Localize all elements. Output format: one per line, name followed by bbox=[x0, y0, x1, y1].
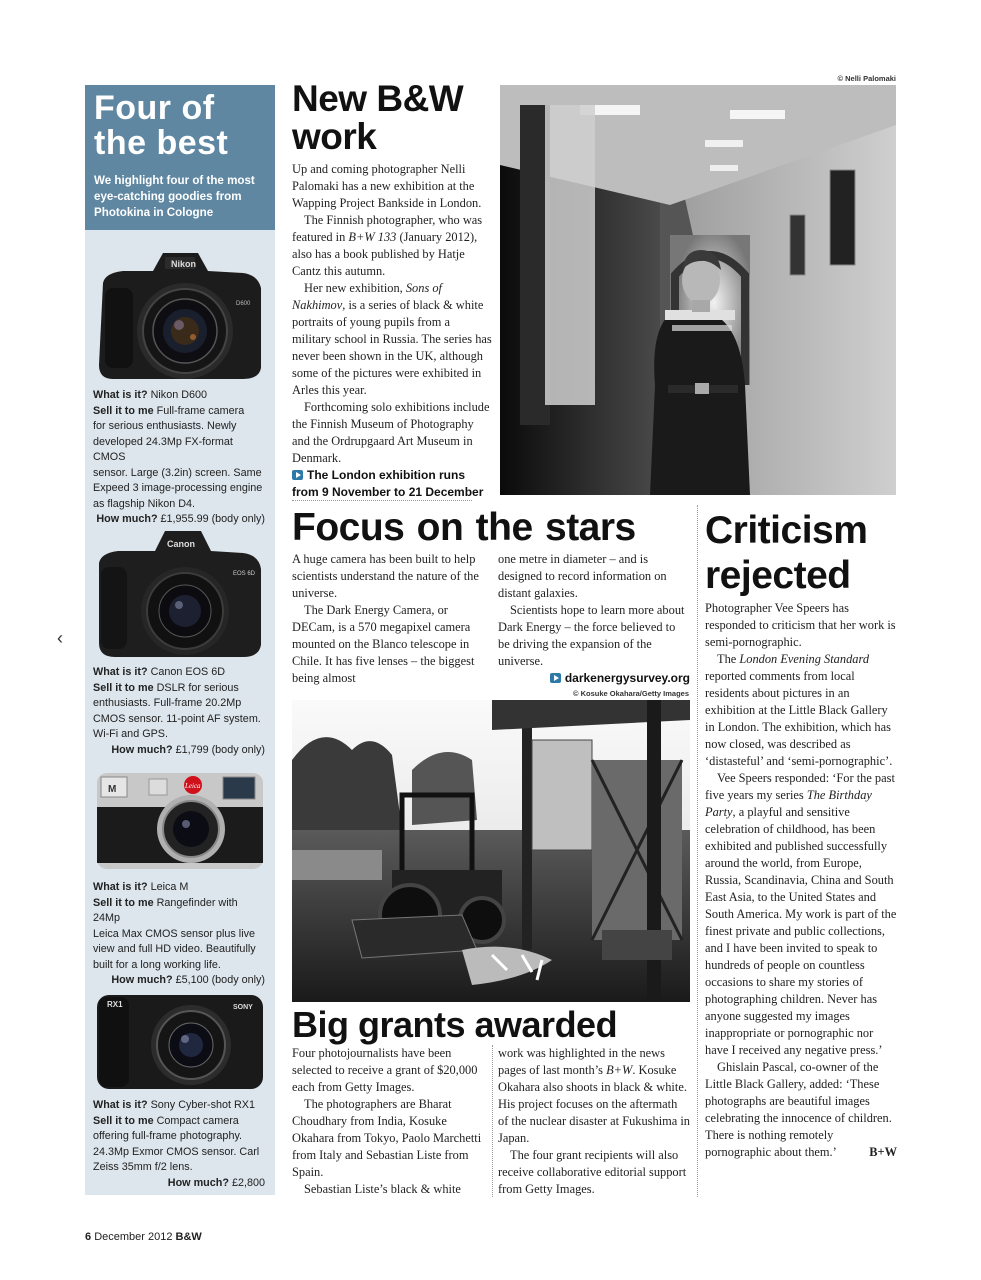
criticism-headline: Criticism rejected bbox=[705, 509, 868, 597]
nikon-model-text: D600 bbox=[236, 301, 251, 307]
exhibition-dates-link[interactable]: The London exhibition runs from 9 November to 21 December bbox=[292, 468, 484, 499]
sony-model-text: RX1 bbox=[107, 1000, 123, 1009]
nikon-brand-text: Nikon bbox=[171, 259, 197, 269]
grants-column-1: Four photojournalists have been selected to receive a grant of $20,000 each from Getty Images. The photographers are Bharat Choudhary from India, Kosuke Okahara from Tokyo, Paolo Marchetti from Italy and Sebastian Liste from Spain. Sebastian Liste’s black & white bbox=[292, 1046, 482, 1196]
grants-headline: Big grants awarded bbox=[292, 1004, 618, 1045]
leica-m-camera-icon bbox=[93, 767, 265, 875]
grants-column-2: work was highlighted in the news pages of last month’s B+W. Kosuke Okahara also shoots in black & white. His project focuses on the aftermath of the nuclear disaster at Fukushima in Japan. The four grant recipients will also receive collaborative editorial support from Getty Images. bbox=[498, 1046, 691, 1196]
stars-column-1: A huge camera has been built to help scientists understand the nature of the universe. The Dark Energy Camera, or DECam, is a 570 megapixel camera mounted on the Blanco telescope in Chile. It has five lenses – the biggest being almost bbox=[292, 552, 479, 685]
sidebar-intro: We highlight four of the most eye-catching goodies from Photokina in Cologne bbox=[94, 174, 255, 219]
column-divider bbox=[492, 1045, 493, 1197]
leica-m-item: What is it? Leica M Sell it to me Rangefinder with 24Mp Leica Max CMOS sensor plus live view and full HD video. Beautifully built for a long working life. How much? £5,100 (body only) bbox=[93, 881, 265, 986]
canon-brand-text: Canon bbox=[167, 539, 195, 549]
product-name: Nikon D600 bbox=[150, 389, 208, 401]
stars-headline: Focus on the stars bbox=[292, 506, 636, 549]
sidebar-header bbox=[85, 85, 275, 230]
sony-rx1-camera-icon bbox=[93, 987, 265, 1095]
photo-credit-middle: © Kosuke Okahara/Getty Images bbox=[573, 689, 689, 698]
issue-date: December 2012 bbox=[94, 1231, 173, 1243]
product-name: Leica M bbox=[150, 881, 189, 893]
leica-model-text: M bbox=[108, 784, 117, 795]
new-bw-work-article: New B&W work Up and coming photographer Nelli Palomaki has a new exhibition at the Wapping Project Bankside in London. The Finnish photographer, who was featured in B+W 133 (January 2012), also has a book published by Hatje Cantz this autumn. Her new exhibition, Sons of Nakhimov, is a series of black & white portraits of young pupils from a military school in Russia. The series has never been shown in the UK, although some of the pictures were exhibited in Arles this year. Forthcoming solo exhibitions include the Finnish Museum of Photography and the Ordrupgaard Art Museum in Denmark. The London exhibition runs from 9 November to 21 December bbox=[292, 78, 492, 499]
photo-credit-top: © Nelli Palomaki bbox=[837, 74, 896, 83]
article-headline: New B&W work bbox=[292, 78, 464, 157]
product-name: Canon EOS 6D bbox=[150, 666, 226, 678]
sony-rx1-item: What is it? Sony Cyber-shot RX1 Sell it to me Compact camera offering full-frame photography. 24.3Mp Exmor CMOS sensor. Carl Zeiss 35mm f/2 lens. How much? £2,800 bbox=[93, 1099, 265, 1189]
page-footer bbox=[85, 1231, 202, 1243]
canon-eos-6d-item: What is it? Canon EOS 6D Sell it to me DSLR for serious enthusiasts. Full-frame 20.2Mp CMOS sensor. 11-point AF system. Wi-Fi and GPS. How much? £1,799 (body only) bbox=[93, 666, 265, 756]
product-price: £1,799 (body only) bbox=[175, 743, 265, 756]
prev-page-arrow-icon[interactable]: ‹ bbox=[57, 628, 63, 648]
link-arrow-icon bbox=[292, 470, 303, 480]
sailor-boy-corridor-photo bbox=[500, 85, 896, 495]
page-number: 6 bbox=[85, 1231, 92, 1243]
column-divider bbox=[697, 505, 698, 1197]
magazine-brand: B&W bbox=[175, 1231, 202, 1243]
darkenergysurvey-link[interactable]: darkenergysurvey.org bbox=[498, 670, 690, 687]
nikon-d600-item: What is it? Nikon D600 Sell it to me Full-frame camera for serious enthusiasts. Newly developed 24.3Mp FX-format CMOS sensor. Large (3.2in) screen. Same Expeed 3 image-processing engine as flagship Nikon D4. How much? £1,955.99 (body only) bbox=[93, 389, 265, 525]
sony-brand-text: SONY bbox=[233, 1004, 253, 1011]
product-price: £1,955.99 (body only) bbox=[160, 513, 265, 525]
stars-column-2: one metre in diameter – and is designed to record information on distant galaxies. Scientists hope to learn more about Dark Energy – the force believed to be driving the expansion of the universe. darkenergysurvey.org bbox=[498, 552, 690, 685]
canon-model-text: EOS 6D bbox=[233, 571, 256, 577]
link-arrow-icon bbox=[550, 673, 561, 683]
leica-brand-text: Leica bbox=[185, 782, 201, 790]
product-name: Sony Cyber-shot RX1 bbox=[150, 1099, 256, 1111]
end-mark: B+W bbox=[869, 1145, 897, 1159]
canon-eos-6d-camera-icon bbox=[93, 525, 265, 660]
product-price: £2,800 bbox=[231, 1176, 265, 1189]
divider bbox=[292, 500, 472, 501]
product-price: £5,100 (body only) bbox=[175, 974, 265, 986]
criticism-article: Criticism rejected Photographer Vee Speers has responded to criticism that her work is semi-pornographic. The London Evening Standard reported comments from local residents about pictures in an exhibition at the Little Black Gallery in London. The exhibition, which has now closed, was described as ‘distasteful’ and ‘semi-pornographic’. Vee Speers responded: ‘For the past five years my series The Birthday Party, a playful and sensitive celebration of childhood, has been exhibited and published successfully around the world, from Europe, Russia, Scandinavia, China and South East Asia, to the United States and South America. My work is part of the finest private and public collections, and I have been invited to speak to hundreds of people on countless occasions to share my stories of photographing children. Never has anyone suggested my images inappropriate or pornographic nor have I received any negative press.’ Ghislain Pascal, co-owner of the Little Black Gallery, added: ‘These photographs are beautiful images celebrating the innocence of children. There is nothing remotely pornographic about them.’ B+W bbox=[705, 509, 897, 1159]
four-of-the-best-sidebar bbox=[85, 85, 275, 1195]
sidebar-title: Four of the best bbox=[94, 89, 229, 162]
fukushima-tractor-photo bbox=[292, 700, 690, 1002]
nikon-d600-camera-icon bbox=[93, 243, 265, 383]
